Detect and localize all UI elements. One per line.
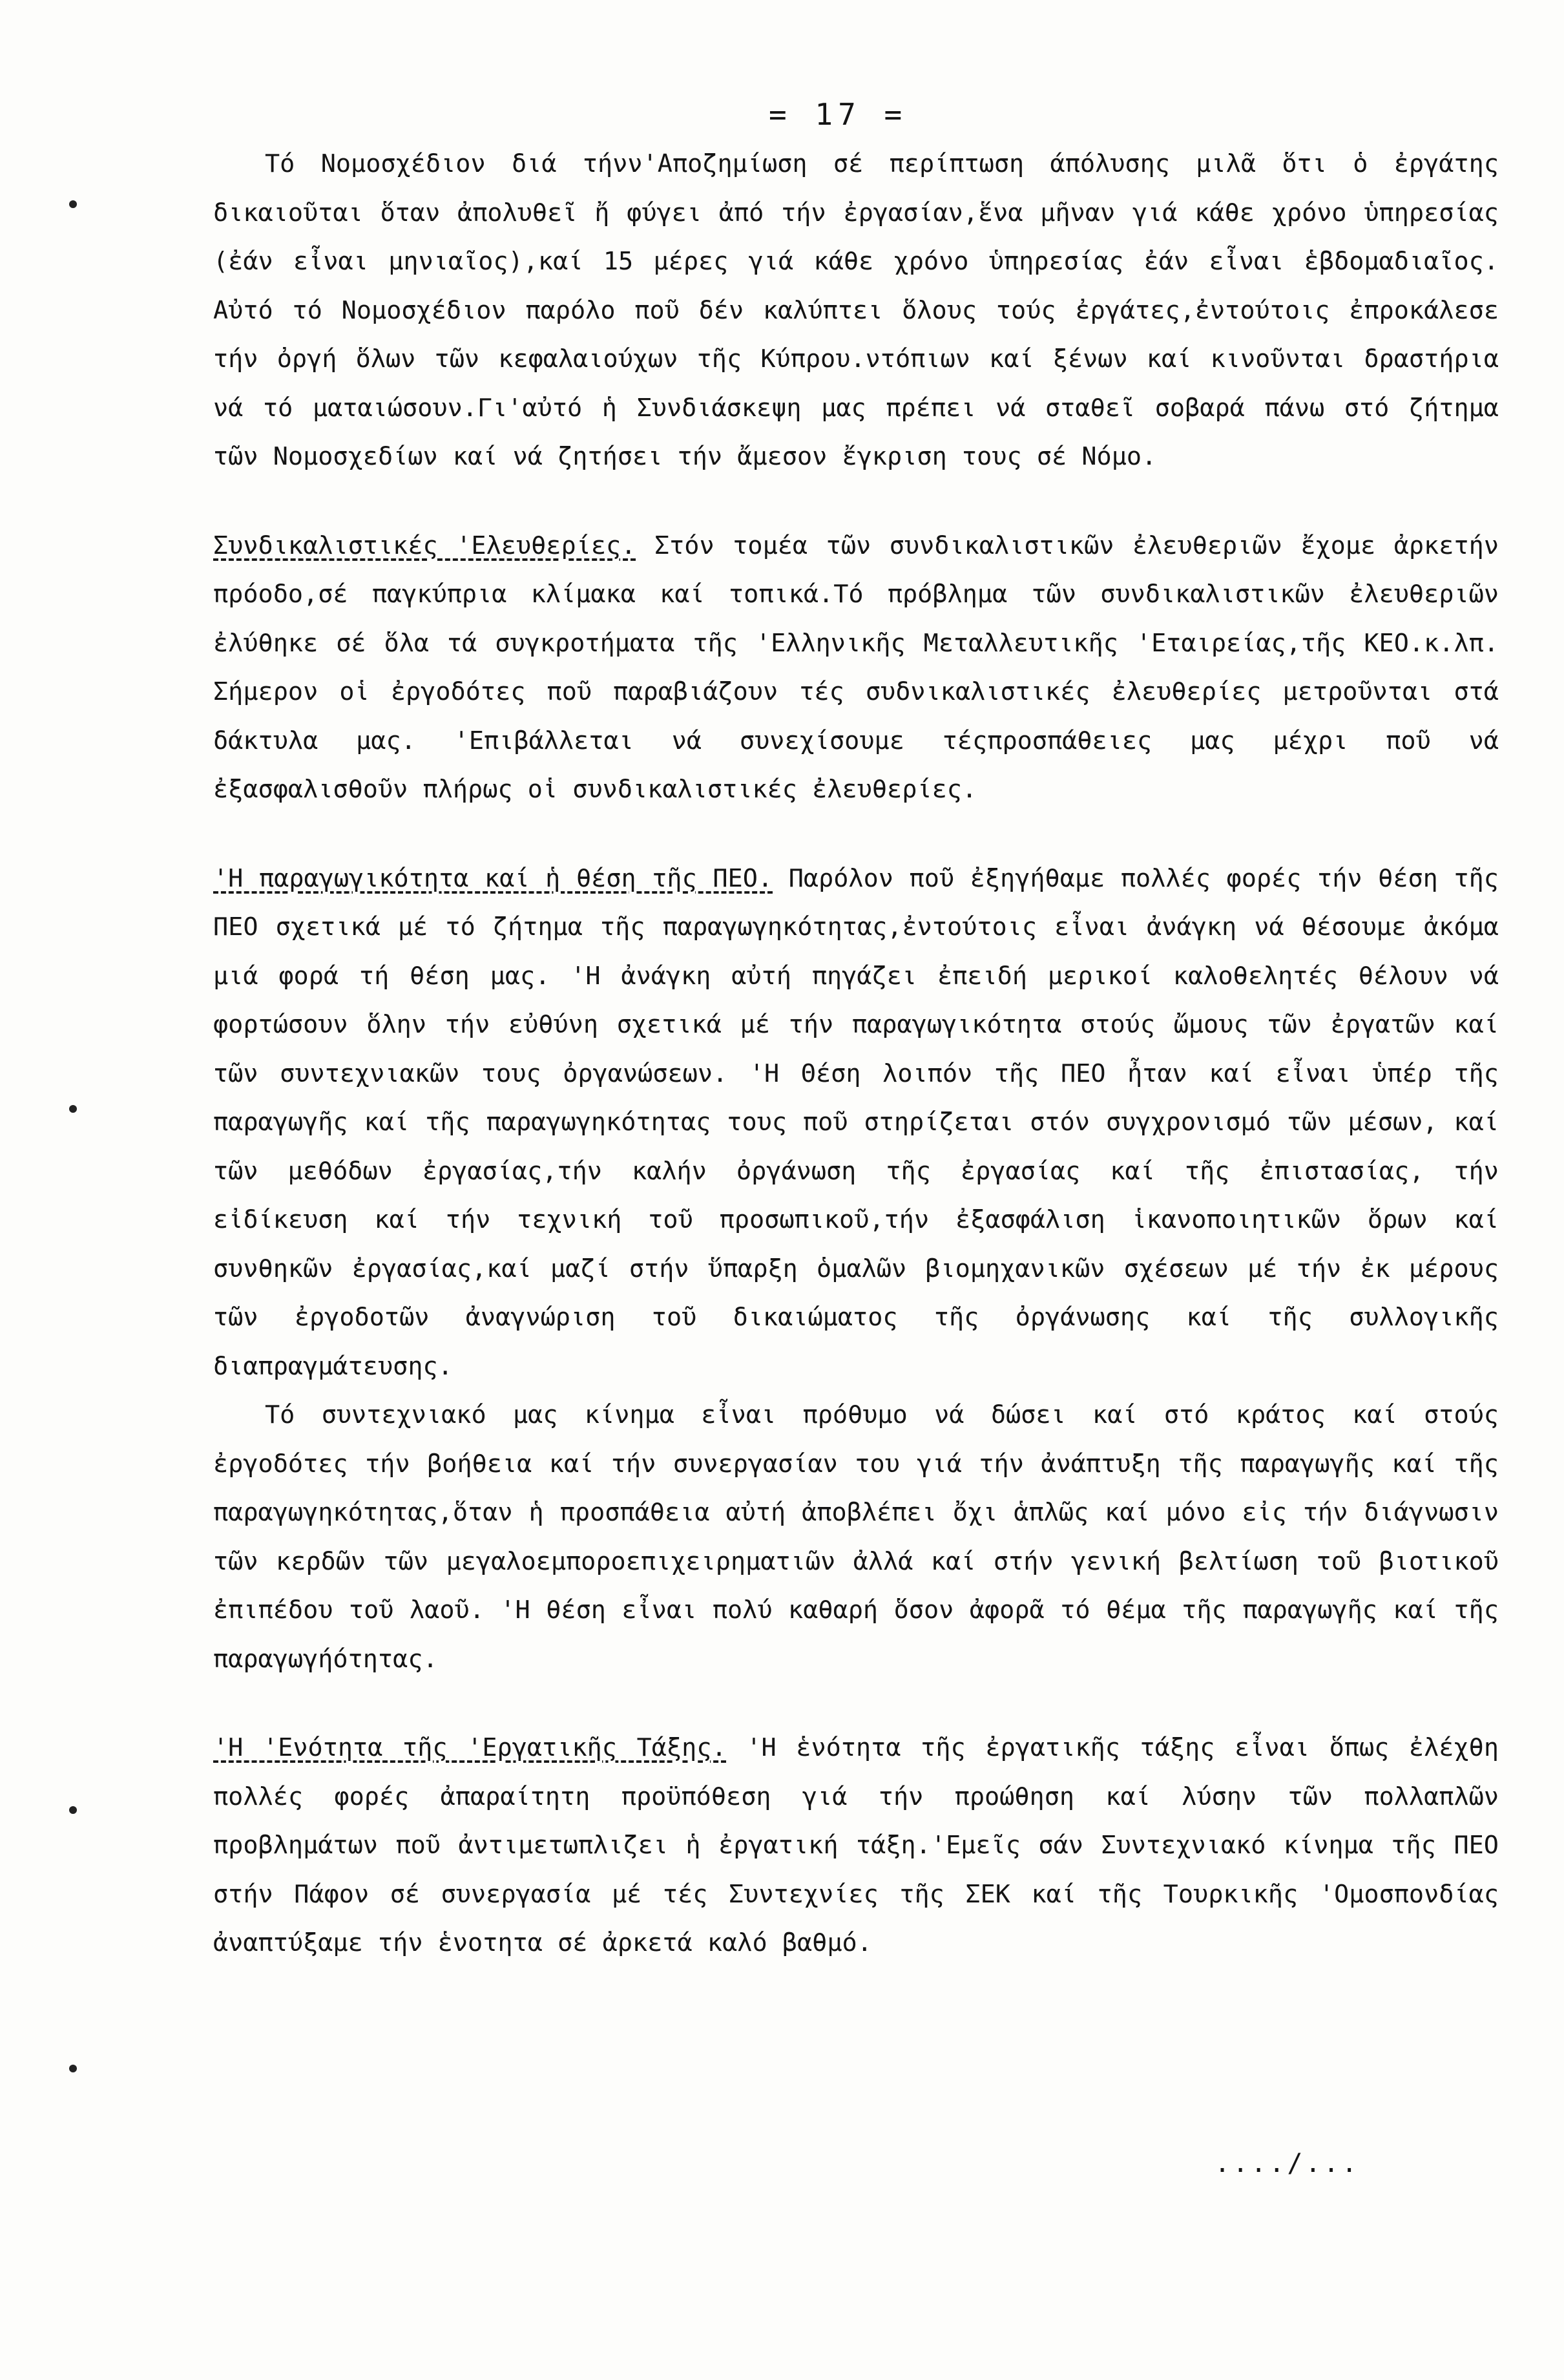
section-heading: 'Η παραγωγικότητα καί ἡ θέση τῆς ΠΕΟ. xyxy=(213,863,773,893)
paragraph-text: Στόν τομέα τῶν συνδικαλιστικῶν ἐλευθεριῶν ἔχομε ἀρκετήν πρόοδο,σέ παγκύπρια κλίμακα καί τοπικά.Τό πρόβλημα τῶν συνδικαλιστικῶν ἐλευθεριῶν ἐλύθηκε σέ ὅλα τά συγκροτήματα τῆς 'Ελληνικῆς Μεταλλευτικῆς 'Εταιρείας,τῆς ΚΕΟ.κ.λπ. Σήμερον οἱ ἐργοδότες ποῦ παραβιάζουν τές συδνικαλιστικές ἐλευθερίες μετροῦνται στά δάκτυλα μας. 'Επιβάλλεται νά συνεχίσουμε τέςπροσπάθειες μας μέχρι ποῦ νά ἐξασφαλισθοῦν πλήρως οἱ συνδικαλιστικές ἐλευθερίες. xyxy=(213,531,1499,804)
continuation-mark: ..../... xyxy=(1215,2149,1360,2178)
paragraph-trade-union-movement xyxy=(213,1391,1499,1683)
paragraph-text: 'Η ἑνότητα τῆς ἐργατικῆς τάξης εἶναι ὅπως ἐλέχθη πολλές φορές ἀπαραίτητη προϋπόθεση γιά τήν προώθηση καί λύσην τῶν πολλαπλῶν προβλημάτων ποῦ ἀντιμετωπλιζει ἡ ἐργατική τάξη.'Εμεῖς σάν Συντεχνιακό κίνημα τῆς ΠΕΟ στήν Πάφον σέ συνεργασία μέ τές Συντεχνίες τῆς ΣΕΚ καί τῆς Τουρκικῆς 'Ομοσπονδίας ἀναπτύξαμε τήν ἑνοτητα σέ ἀρκετά καλό βαθμό. xyxy=(213,1733,1499,1957)
paragraph-union-freedoms xyxy=(213,521,1499,814)
section-heading: Συνδικαλιστικές 'Ελευθερίες. xyxy=(213,531,636,560)
paragraph-productivity xyxy=(213,854,1499,1391)
paragraph-text: Τό συντεχνιακό μας κίνημα εἶναι πρόθυμο νά δώσει καί στό κράτος καί στούς ἐργοδότες τήν βοήθεια καί τήν συνεργασίαν του γιά τήν ἀνάπτυξη τῆς παραγωγῆς καί τῆς παραγωγηκότητας,ὅταν ἡ προσπάθεια αὐτή ἀποβλέπει ὄχι ἁπλῶς καί μόνο εἰς τήν διάγνωσιν τῶν κερδῶν τῶν μεγαλοεμποροεπιχειρηματιῶν ἀλλά καί στήν γενική βελτίωση τοῦ βιοτικοῦ ἐπιπέδου τοῦ λαοῦ. 'Η θέση εἶναι πολύ καθαρή ὅσον ἀφορᾶ τό θέμα τῆς παραγωγῆς καί τῆς παραγωγήότητας. xyxy=(213,1400,1499,1674)
section-heading: 'Η 'Ενότητα τῆς 'Εργατικῆς Τάξης. xyxy=(213,1733,727,1762)
margin-dot xyxy=(69,200,77,208)
paragraph-text: Παρόλον ποῦ ἐξηγήθαμε πολλές φορές τήν θέση τῆς ΠΕΟ σχετικά μέ τό ζήτημα τῆς παραγωγηκότητας,ἐντούτοις εἶναι ἀνάγκη νά θέσουμε ἀκόμα μιά φορά τή θέση μας. 'Η ἀνάγκη αὐτή πηγάζει ἐπειδή μερικοί καλοθελητές θέλουν νά φορτώσουν ὅλην τήν εὐθύνη σχετικά μέ τήν παραγωγικότητα στούς ὤμους τῶν ἐργατῶν καί τῶν συντεχνιακῶν τους ὀργανώσεων. 'Η Θέση λοιπόν τῆς ΠΕΟ ἦταν καί εἶναι ὑπέρ τῆς παραγωγῆς καί τῆς παραγωγηκότητας τους ποῦ στηρίζεται στόν συγχρονισμό τῶν μέσων, καί τῶν μεθόδων ἐργασίας,τήν καλήν ὀργάνωση τῆς ἐργασίας καί τῆς ἐπιστασίας, τήν εἰδίκευση καί τήν τεχνική τοῦ προσωπικοῦ,τήν ἐξασφάλιση ἱκανοποιητικῶν ὅρων καί συνθηκῶν ἐργασίας,καί μαζί στήν ὕπαρξη ὁμαλῶν βιομηχανικῶν σχέσεων μέ τήν ἐκ μέρους τῶν ἐργοδοτῶν ἀναγνώριση τοῦ δικαιώματος τῆς ὀργάνωσης καί τῆς συλλογικῆς διαπραγμάτευσης. xyxy=(213,863,1499,1381)
page-number: = 17 = xyxy=(769,97,908,132)
margin-dot xyxy=(69,1105,77,1113)
margin-dot xyxy=(69,2065,77,2072)
margin-dot xyxy=(69,1806,77,1814)
paragraph-text: Τό Νομοσχέδιον διά τήνν'Αποζημίωση σέ περίπτωση άπόλυσης μιλᾶ ὅτι ὁ ἐργάτης δικαιοῦται ὅταν ἀπολυθεῖ ἤ φύγει ἀπό τήν ἐργασίαν,ἕνα μῆναν γιά κάθε χρόνο ὑπηρεσίας (ἐάν εἶναι μηνιαῖος),καί 15 μέρες γιά κάθε χρόνο ὑπηρεσίας ἐάν εἶναι ἑβδομαδιαῖος. Αὐτό τό Νομοσχέδιον παρόλο ποῦ δέν καλύπτει ὅλους τούς ἐργάτες,ἐντούτοις ἐπροκάλεσε τήν ὀργή ὅλων τῶν κεφαλαιούχων τῆς Κύπρου.ντόπιων καί ξένων καί κινοῦνται δραστήρια νά τό ματαιώσουν.Γι'αὐτό ἡ Συνδιάσκεψη μας πρέπει νά σταθεῖ σοβαρά πάνω στό ζήτημα τῶν Νομοσχεδίων καί νά ζητήσει τήν ἄμεσον ἔγκριση τους σέ Νόμο. xyxy=(213,149,1499,471)
paragraph-working-class-unity xyxy=(213,1723,1499,1968)
paragraph-compensation-bill xyxy=(213,140,1499,481)
document-body xyxy=(213,140,1499,1968)
